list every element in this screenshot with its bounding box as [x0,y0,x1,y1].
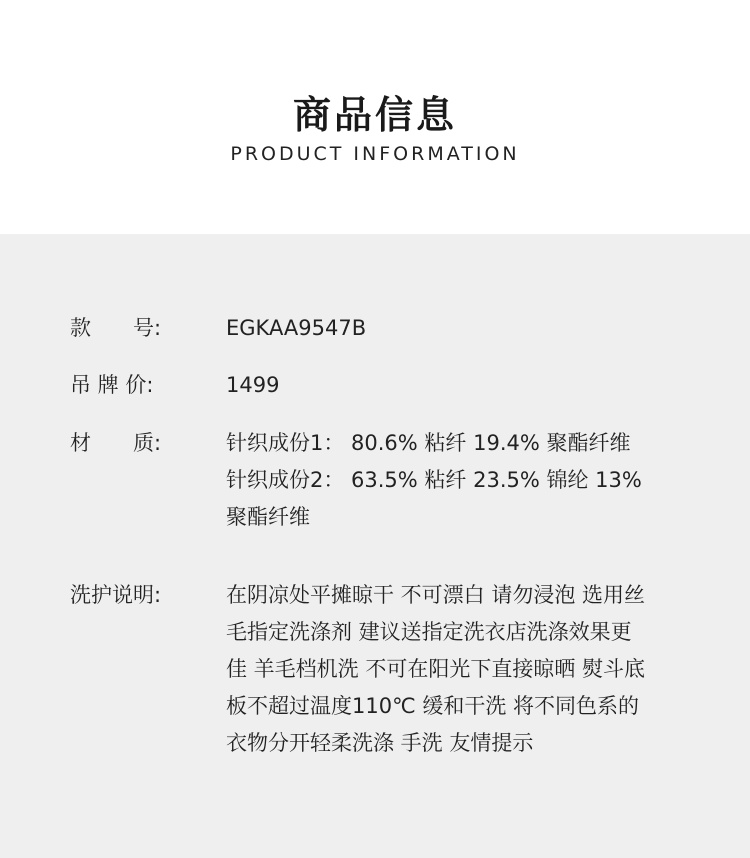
care-label: 洗护说明: [70,583,162,607]
price-label: 吊 牌 价: [70,373,154,397]
info-panel [0,234,750,858]
material-line: 针织成份1： 80.6% 粘纤 19.4% 聚酯纤维 [226,431,631,455]
material-label: 材 质: [70,431,162,455]
header-section [0,0,750,234]
care-line: 在阴凉处平摊晾干 不可漂白 请勿浸泡 选用丝 [226,583,646,607]
care-line: 毛指定洗涤剂 建议送指定洗衣店洗涤效果更 [226,620,632,644]
page-subtitle: PRODUCT INFORMATION [230,143,520,165]
care-line: 佳 羊毛档机洗 不可在阳光下直接晾晒 熨斗底 [226,657,646,681]
care-value [226,577,706,762]
price-value: 1499 [226,373,280,397]
style-no-value: EGKAA9547B [226,316,367,340]
material-line: 针织成份2： 63.5% 粘纤 23.5% 锦纶 13% [226,468,642,492]
page-title: 商品信息 [292,93,457,137]
care-line: 衣物分开轻柔洗涤 手洗 友情提示 [226,731,534,755]
style-no-label: 款 号: [70,316,162,340]
material-line: 聚酯纤维 [226,505,310,529]
care-line: 板不超过温度110℃ 缓和干洗 将不同色系的 [226,694,640,718]
material-value [226,425,706,536]
